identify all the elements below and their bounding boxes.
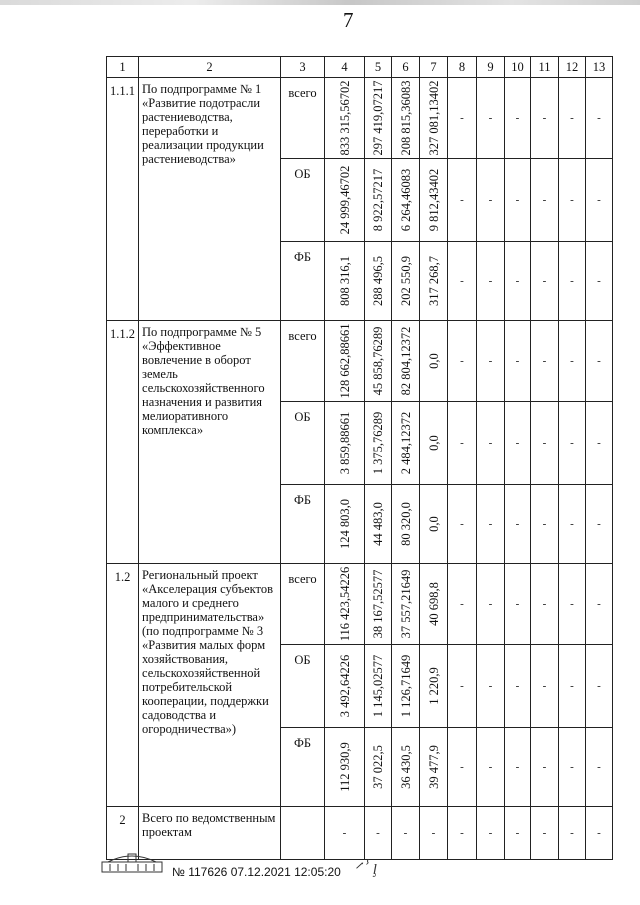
dash-mark: - (597, 761, 601, 773)
dash-mark: - (515, 437, 520, 449)
value-cell (420, 321, 448, 402)
dash-mark: - (597, 827, 601, 839)
value-cell (420, 485, 448, 564)
budget-table (106, 56, 613, 860)
dash-mark: - (597, 680, 601, 692)
dash-mark: - (460, 680, 464, 692)
dash-mark: - (460, 355, 464, 367)
dash-mark: - (488, 437, 493, 449)
value-cell (559, 78, 586, 159)
header-cell: 4 (325, 57, 365, 78)
dash-mark: - (597, 355, 601, 367)
dash-mark: - (515, 680, 520, 692)
value-cell (325, 159, 365, 242)
row-code: 1.2 (107, 564, 139, 807)
value-text: 112 930,9 (337, 742, 352, 792)
dash-mark: - (542, 680, 547, 692)
value-cell (531, 242, 559, 321)
value-cell (505, 728, 531, 807)
value-cell (420, 402, 448, 485)
value-cell (477, 807, 505, 860)
dash-mark: - (570, 194, 574, 206)
value-cell (559, 485, 586, 564)
value-cell (325, 402, 365, 485)
dash-mark: - (460, 598, 464, 610)
value-cell (505, 564, 531, 645)
row-code: 2 (107, 807, 139, 860)
dash-mark: - (460, 437, 464, 449)
value-text: 833 315,56702 (337, 80, 352, 156)
value-cell (392, 159, 420, 242)
value-text: 82 804,12372 (398, 326, 413, 396)
table-row (107, 321, 613, 402)
dash-mark: - (597, 598, 601, 610)
value-cell (365, 321, 392, 402)
value-cell (392, 402, 420, 485)
value-text: 9 812,43402 (426, 168, 441, 232)
value-cell (448, 645, 477, 728)
value-cell (531, 728, 559, 807)
value-cell (586, 564, 613, 645)
value-cell (420, 645, 448, 728)
value-cell (420, 807, 448, 860)
value-cell (586, 485, 613, 564)
dash-mark: - (542, 112, 547, 124)
dash-mark: - (570, 598, 574, 610)
table-row (107, 78, 613, 159)
signature: ᐟ͘ⸯ ᶅ (354, 862, 377, 878)
value-text: 128 662,88661 (337, 323, 352, 399)
dash-mark: - (570, 355, 574, 367)
value-cell (392, 78, 420, 159)
table-row (107, 807, 613, 860)
page-number: 7 (343, 8, 354, 32)
value-cell (448, 402, 477, 485)
value-text: 1 126,71649 (398, 654, 413, 718)
value-cell (365, 78, 392, 159)
dash-mark: - (515, 275, 520, 287)
value-cell (325, 564, 365, 645)
value-cell (325, 807, 365, 860)
value-cell (448, 485, 477, 564)
dash-mark: - (488, 275, 493, 287)
dash-mark: - (488, 761, 493, 773)
value-text: 2 484,12372 (398, 411, 413, 475)
dash-mark: - (570, 275, 574, 287)
dash-mark: - (376, 827, 380, 839)
value-text: 6 264,46083 (398, 168, 413, 232)
value-cell (531, 564, 559, 645)
value-cell (586, 728, 613, 807)
dash-mark: - (570, 827, 574, 839)
dash-mark: - (431, 827, 436, 839)
source-cell: всего (281, 321, 325, 402)
dash-mark: - (570, 518, 574, 530)
source-cell: ОБ (281, 645, 325, 728)
value-cell (505, 321, 531, 402)
value-text: 3 492,64226 (337, 654, 352, 718)
dash-mark: - (542, 598, 547, 610)
dash-mark: - (488, 598, 493, 610)
value-text: 208 815,36083 (398, 80, 413, 156)
value-cell (559, 807, 586, 860)
table-row (107, 564, 613, 645)
row-name: Региональный проект «Акселерация субъектов малого и среднего предпринимательства» (по подпрограмме № 3 «Развития малых форм хозяйствования, сельскохозяйственной потребительской кооперации, поддержки садоводства и огородничества») (139, 564, 281, 807)
header-cell: 6 (392, 57, 420, 78)
row-code: 1.1.1 (107, 78, 139, 321)
dash-mark: - (488, 680, 493, 692)
value-cell (477, 321, 505, 402)
value-text: 37 557,21649 (398, 569, 413, 639)
value-cell (420, 564, 448, 645)
scan-edge (0, 0, 640, 5)
dash-mark: - (488, 355, 493, 367)
dash-mark: - (597, 112, 601, 124)
value-cell (559, 159, 586, 242)
value-cell (325, 242, 365, 321)
value-text: 297 419,07217 (371, 80, 385, 156)
value-cell (392, 728, 420, 807)
value-cell (392, 321, 420, 402)
dash-mark: - (488, 518, 493, 530)
value-cell (505, 78, 531, 159)
value-cell (477, 159, 505, 242)
dash-mark: - (570, 112, 574, 124)
row-name: Всего по ведомственным проектам (139, 807, 281, 860)
value-text: 38 167,52577 (371, 569, 385, 639)
source-cell (281, 807, 325, 860)
source-cell: всего (281, 564, 325, 645)
row-name: По подпрограмме № 1 «Развитие подотрасли растениеводства, переработки и реализации продукции растениеводства» (139, 78, 281, 321)
dash-mark: - (542, 518, 547, 530)
value-text: 317 268,7 (426, 256, 441, 306)
value-cell (586, 321, 613, 402)
dash-mark: - (515, 194, 520, 206)
value-cell (531, 645, 559, 728)
value-cell (365, 485, 392, 564)
dash-mark: - (342, 827, 347, 839)
value-cell (477, 728, 505, 807)
dash-mark: - (597, 275, 601, 287)
value-cell (559, 321, 586, 402)
value-cell (477, 242, 505, 321)
value-cell (531, 159, 559, 242)
value-cell (392, 242, 420, 321)
value-text: 1 145,02577 (371, 654, 385, 718)
value-cell (420, 242, 448, 321)
header-cell: 11 (531, 57, 559, 78)
dash-mark: - (515, 598, 520, 610)
value-cell (586, 159, 613, 242)
value-cell (477, 78, 505, 159)
value-cell (420, 78, 448, 159)
value-text: 36 430,5 (398, 745, 413, 789)
dash-mark: - (597, 194, 601, 206)
row-code: 1.1.2 (107, 321, 139, 564)
value-text: 39 477,9 (426, 745, 441, 789)
value-cell (365, 564, 392, 645)
dash-mark: - (460, 827, 464, 839)
value-cell (448, 78, 477, 159)
header-cell: 13 (586, 57, 613, 78)
header-cell: 8 (448, 57, 477, 78)
value-cell (448, 321, 477, 402)
value-cell (531, 78, 559, 159)
value-cell (477, 645, 505, 728)
value-cell (531, 402, 559, 485)
value-cell (420, 728, 448, 807)
dash-mark: - (515, 518, 520, 530)
source-cell: ОБ (281, 402, 325, 485)
value-cell (559, 564, 586, 645)
dash-mark: - (488, 827, 493, 839)
value-cell (505, 807, 531, 860)
header-cell: 9 (477, 57, 505, 78)
value-text: 44 483,0 (371, 502, 385, 546)
dash-mark: - (460, 518, 464, 530)
header-cell: 10 (505, 57, 531, 78)
value-cell (559, 728, 586, 807)
value-cell (477, 485, 505, 564)
value-text: 808 316,1 (337, 256, 352, 306)
value-cell (505, 159, 531, 242)
header-cell: 2 (139, 57, 281, 78)
source-cell: ОБ (281, 159, 325, 242)
value-text: 8 922,57217 (371, 168, 385, 232)
value-cell (586, 645, 613, 728)
value-cell (559, 645, 586, 728)
dash-mark: - (542, 355, 547, 367)
value-cell (505, 645, 531, 728)
value-cell (365, 159, 392, 242)
value-text: 0,0 (426, 435, 441, 451)
value-cell (420, 159, 448, 242)
value-cell (477, 402, 505, 485)
value-cell (365, 728, 392, 807)
dash-mark: - (460, 112, 464, 124)
value-cell (586, 242, 613, 321)
source-cell: ФБ (281, 485, 325, 564)
dash-mark: - (570, 680, 574, 692)
dash-mark: - (542, 275, 547, 287)
value-text: 40 698,8 (426, 582, 441, 626)
value-cell (559, 242, 586, 321)
value-cell (531, 807, 559, 860)
value-cell (325, 485, 365, 564)
value-text: 45 858,76289 (371, 326, 385, 396)
source-cell: ФБ (281, 728, 325, 807)
value-text: 202 550,9 (398, 256, 413, 306)
dash-mark: - (515, 355, 520, 367)
dash-mark: - (515, 112, 520, 124)
value-cell (448, 807, 477, 860)
header-row (107, 57, 613, 78)
registration-number: № 117626 07.12.2021 12:05:20 (172, 865, 341, 879)
value-text: 327 081,13402 (426, 80, 441, 156)
value-cell (365, 807, 392, 860)
value-cell (325, 645, 365, 728)
value-cell (365, 402, 392, 485)
value-cell (392, 807, 420, 860)
value-text: 24 999,46702 (337, 165, 352, 235)
dash-mark: - (570, 437, 574, 449)
dash-mark: - (460, 761, 464, 773)
value-cell (586, 402, 613, 485)
dash-mark: - (515, 827, 520, 839)
header-cell: 5 (365, 57, 392, 78)
value-cell (531, 485, 559, 564)
value-cell (531, 321, 559, 402)
value-cell (325, 728, 365, 807)
row-name: По подпрограмме № 5 «Эффективное вовлечение в оборот земель сельскохозяйственного назначения и развития мелиоративного комплекса» (139, 321, 281, 564)
value-text: 1 375,76289 (371, 411, 385, 475)
dash-mark: - (542, 761, 547, 773)
dash-mark: - (488, 194, 493, 206)
dash-mark: - (542, 194, 547, 206)
dash-mark: - (597, 518, 601, 530)
value-text: 0,0 (426, 353, 441, 369)
dash-mark: - (542, 827, 547, 839)
value-text: 0,0 (426, 516, 441, 532)
value-text: 37 022,5 (371, 745, 385, 789)
value-cell (586, 807, 613, 860)
value-cell (477, 564, 505, 645)
value-cell (505, 242, 531, 321)
value-cell (448, 564, 477, 645)
dash-mark: - (570, 761, 574, 773)
emblem-stamp (100, 852, 164, 874)
value-text: 80 320,0 (398, 502, 413, 546)
header-cell: 3 (281, 57, 325, 78)
value-cell (392, 564, 420, 645)
dash-mark: - (488, 112, 493, 124)
dash-mark: - (460, 194, 464, 206)
value-cell (448, 728, 477, 807)
value-text: 124 803,0 (337, 499, 352, 549)
value-cell (392, 645, 420, 728)
dash-mark: - (597, 437, 601, 449)
value-cell (448, 242, 477, 321)
dash-mark: - (515, 761, 520, 773)
dash-mark: - (542, 437, 547, 449)
header-cell: 1 (107, 57, 139, 78)
value-text: 116 423,54226 (337, 566, 352, 642)
header-cell: 12 (559, 57, 586, 78)
dash-mark: - (460, 275, 464, 287)
source-cell: ФБ (281, 242, 325, 321)
value-text: 3 859,88661 (337, 411, 352, 475)
value-text: 1 220,9 (426, 667, 441, 705)
value-cell (365, 645, 392, 728)
value-cell (559, 402, 586, 485)
value-cell (586, 78, 613, 159)
value-cell (365, 242, 392, 321)
value-text: 288 496,5 (371, 256, 385, 306)
value-cell (392, 485, 420, 564)
source-cell: всего (281, 78, 325, 159)
value-cell (325, 321, 365, 402)
value-cell (325, 78, 365, 159)
value-cell (505, 485, 531, 564)
value-cell (505, 402, 531, 485)
dash-mark: - (403, 827, 408, 839)
header-cell: 7 (420, 57, 448, 78)
value-cell (448, 159, 477, 242)
